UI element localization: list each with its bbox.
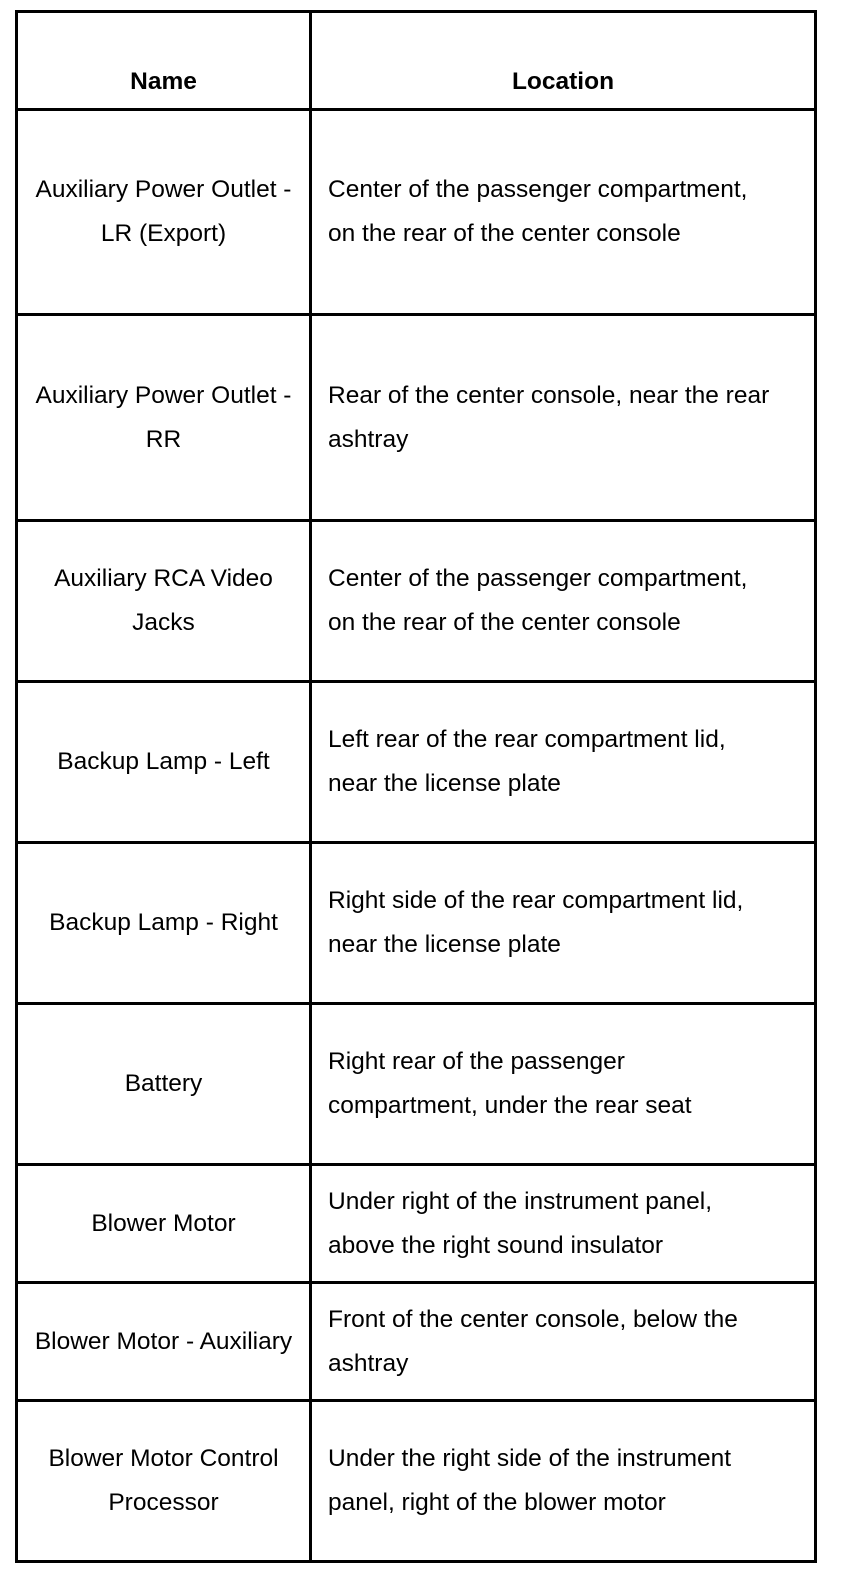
location-text: Front of the center console, below the ashtray	[328, 1305, 738, 1377]
column-header-name-label: Name	[130, 68, 197, 95]
name-cell	[18, 1166, 312, 1281]
name-text: Blower Motor Control Processor	[48, 1445, 279, 1516]
table-row	[18, 1163, 814, 1281]
location-cell	[312, 1005, 814, 1163]
name-text: Blower Motor	[91, 1209, 236, 1237]
name-text: Auxiliary RCA Video Jacks	[54, 565, 273, 636]
name-text: Auxiliary Power Outlet - LR (Export)	[35, 176, 292, 247]
name-cell	[18, 1284, 312, 1399]
column-header-location-label: Location	[511, 68, 615, 95]
location-text: Rear of the center console, near the rear ashtray	[328, 381, 770, 453]
name-cell	[18, 522, 312, 680]
table-row	[18, 1399, 814, 1560]
location-cell	[312, 111, 814, 313]
table-row	[18, 841, 814, 1002]
location-cell	[312, 844, 814, 1002]
table-row	[18, 1281, 814, 1399]
table-row	[18, 519, 814, 680]
location-text: Center of the passenger compartment, on the rear of the center console	[328, 176, 748, 247]
column-header-location	[312, 13, 814, 108]
table-row	[18, 1002, 814, 1163]
location-text: Left rear of the rear compartment lid, near the license plate	[328, 726, 726, 797]
location-text: Under the right side of the instrument panel, right of the blower motor	[328, 1445, 732, 1516]
name-text: Blower Motor - Auxiliary	[34, 1327, 293, 1355]
location-text: Right side of the rear compartment lid, near the license plate	[328, 887, 744, 958]
location-cell	[312, 1284, 814, 1399]
location-cell	[312, 683, 814, 841]
component-location-table	[15, 10, 817, 1563]
name-text: Backup Lamp - Right	[49, 909, 278, 936]
location-cell	[312, 316, 814, 519]
location-cell	[312, 522, 814, 680]
location-cell	[312, 1166, 814, 1281]
name-text: Backup Lamp - Left	[57, 748, 270, 775]
column-header-name	[18, 13, 312, 108]
name-cell	[18, 683, 312, 841]
name-cell	[18, 1402, 312, 1560]
name-text: Auxiliary Power Outlet - RR	[35, 381, 292, 453]
name-cell	[18, 111, 312, 313]
table-row	[18, 313, 814, 519]
name-cell	[18, 844, 312, 1002]
location-cell	[312, 1402, 814, 1560]
name-cell	[18, 1005, 312, 1163]
table-row	[18, 108, 814, 313]
table-row	[18, 680, 814, 841]
location-text: Under right of the instrument panel, above the right sound insulator	[328, 1187, 713, 1259]
name-cell	[18, 316, 312, 519]
location-text: Center of the passenger compartment, on the rear of the center console	[328, 565, 748, 636]
name-text: Battery	[124, 1070, 203, 1097]
table-header-row	[18, 13, 814, 108]
location-text: Right rear of the passenger compartment, under the rear seat	[328, 1048, 692, 1119]
